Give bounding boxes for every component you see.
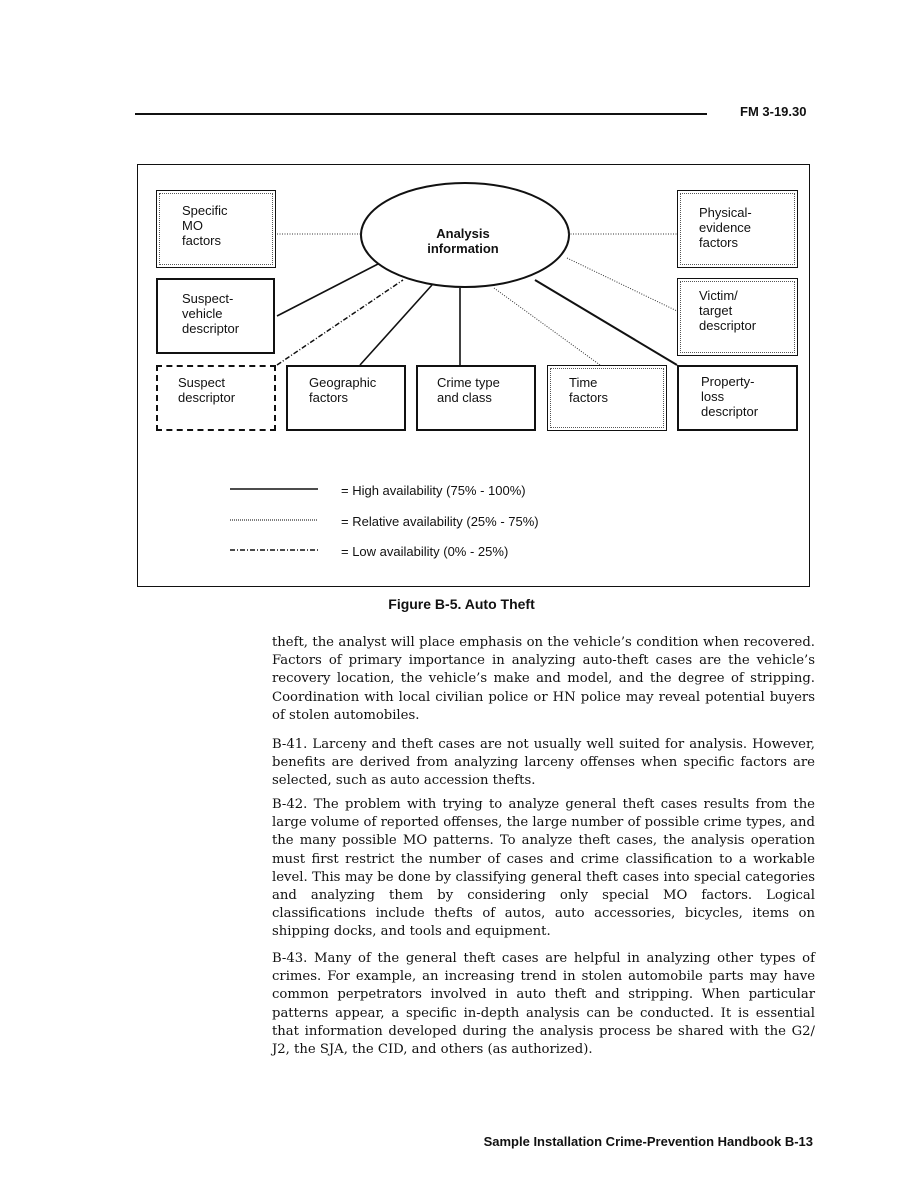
legend-high-text: = High availability (75% - 100%) [341, 483, 526, 498]
connector-suspect [277, 280, 403, 365]
header-rule [135, 113, 707, 115]
connector-suspect-vehicle [277, 264, 378, 316]
box-specific-mo-factors: Specific MO factors [156, 190, 276, 268]
box-time-factors: Time factors [547, 365, 667, 431]
page-footer: Sample Installation Crime-Prevention Handbook B-13 [483, 1134, 813, 1149]
legend-relative-text: = Relative availability (25% - 75%) [341, 514, 539, 529]
box-crime-type-and-class: Crime type and class [416, 365, 536, 431]
paragraph-b-42: B-42. The problem with trying to analyze general theft cases results from the large volume of reported offenses, the large number of possible crime types, and the many possible MO patterns. To analyze theft cases, the analysis operation must first restrict the number of cases and crime classification to a workable level. This may be done by classifying general theft cases into special categories and analyzing them by considering only special MO factors. Logical classifications include thefts of autos, auto accessories, bicycles, items on shipping docks, and tools and equipment. [272, 797, 815, 940]
figure-caption: Figure B-5. Auto Theft [388, 596, 535, 612]
manual-code: FM 3-19.30 [740, 104, 807, 119]
connector-victim-target [567, 258, 677, 311]
box-victim-target-descriptor: Victim/ target descriptor [677, 278, 798, 356]
connector-geographic [360, 285, 432, 365]
box-suspect-descriptor: Suspect descriptor [156, 365, 276, 431]
connector-time [494, 288, 600, 365]
analysis-information-label: Analysis information [427, 226, 499, 256]
box-property-loss-descriptor: Property- loss descriptor [677, 365, 798, 431]
legend-low-text: = Low availability (0% - 25%) [341, 544, 509, 559]
paragraph-b-43: B-43. Many of the general theft cases are helpful in analyzing other types of crimes. For example, an increasing trend in stolen automobile parts may have common perpetrators involved in auto theft and stripping. When particular patterns appear, a specific in-depth analysis can be conducted. It is essential that information developed during the analysis process be shared with the G2/ J2, the SJA, the CID, and others (as authorized). [272, 951, 815, 1058]
paragraph-b-41: B-41. Larceny and theft cases are not usually well suited for analysis. However, benefits are derived from analyzing larceny offenses when specific factors are selected, such as auto accession thefts. [272, 737, 815, 789]
box-physical-evidence-factors: Physical- evidence factors [677, 190, 798, 268]
connector-property-loss [535, 280, 677, 365]
box-geographic-factors: Geographic factors [286, 365, 406, 431]
box-suspect-vehicle-descriptor: Suspect- vehicle descriptor [156, 278, 275, 354]
paragraph-continuation: theft, the analyst will place emphasis on the vehicle’s condition when recovered. Factors of primary importance in analyzing auto-theft cases are the vehicle’s recovery location, the vehicle’s make and model, and the degree of stripping. Coordination with local civilian police or HN police may reveal potential buyers of stolen automobiles. [272, 635, 815, 723]
